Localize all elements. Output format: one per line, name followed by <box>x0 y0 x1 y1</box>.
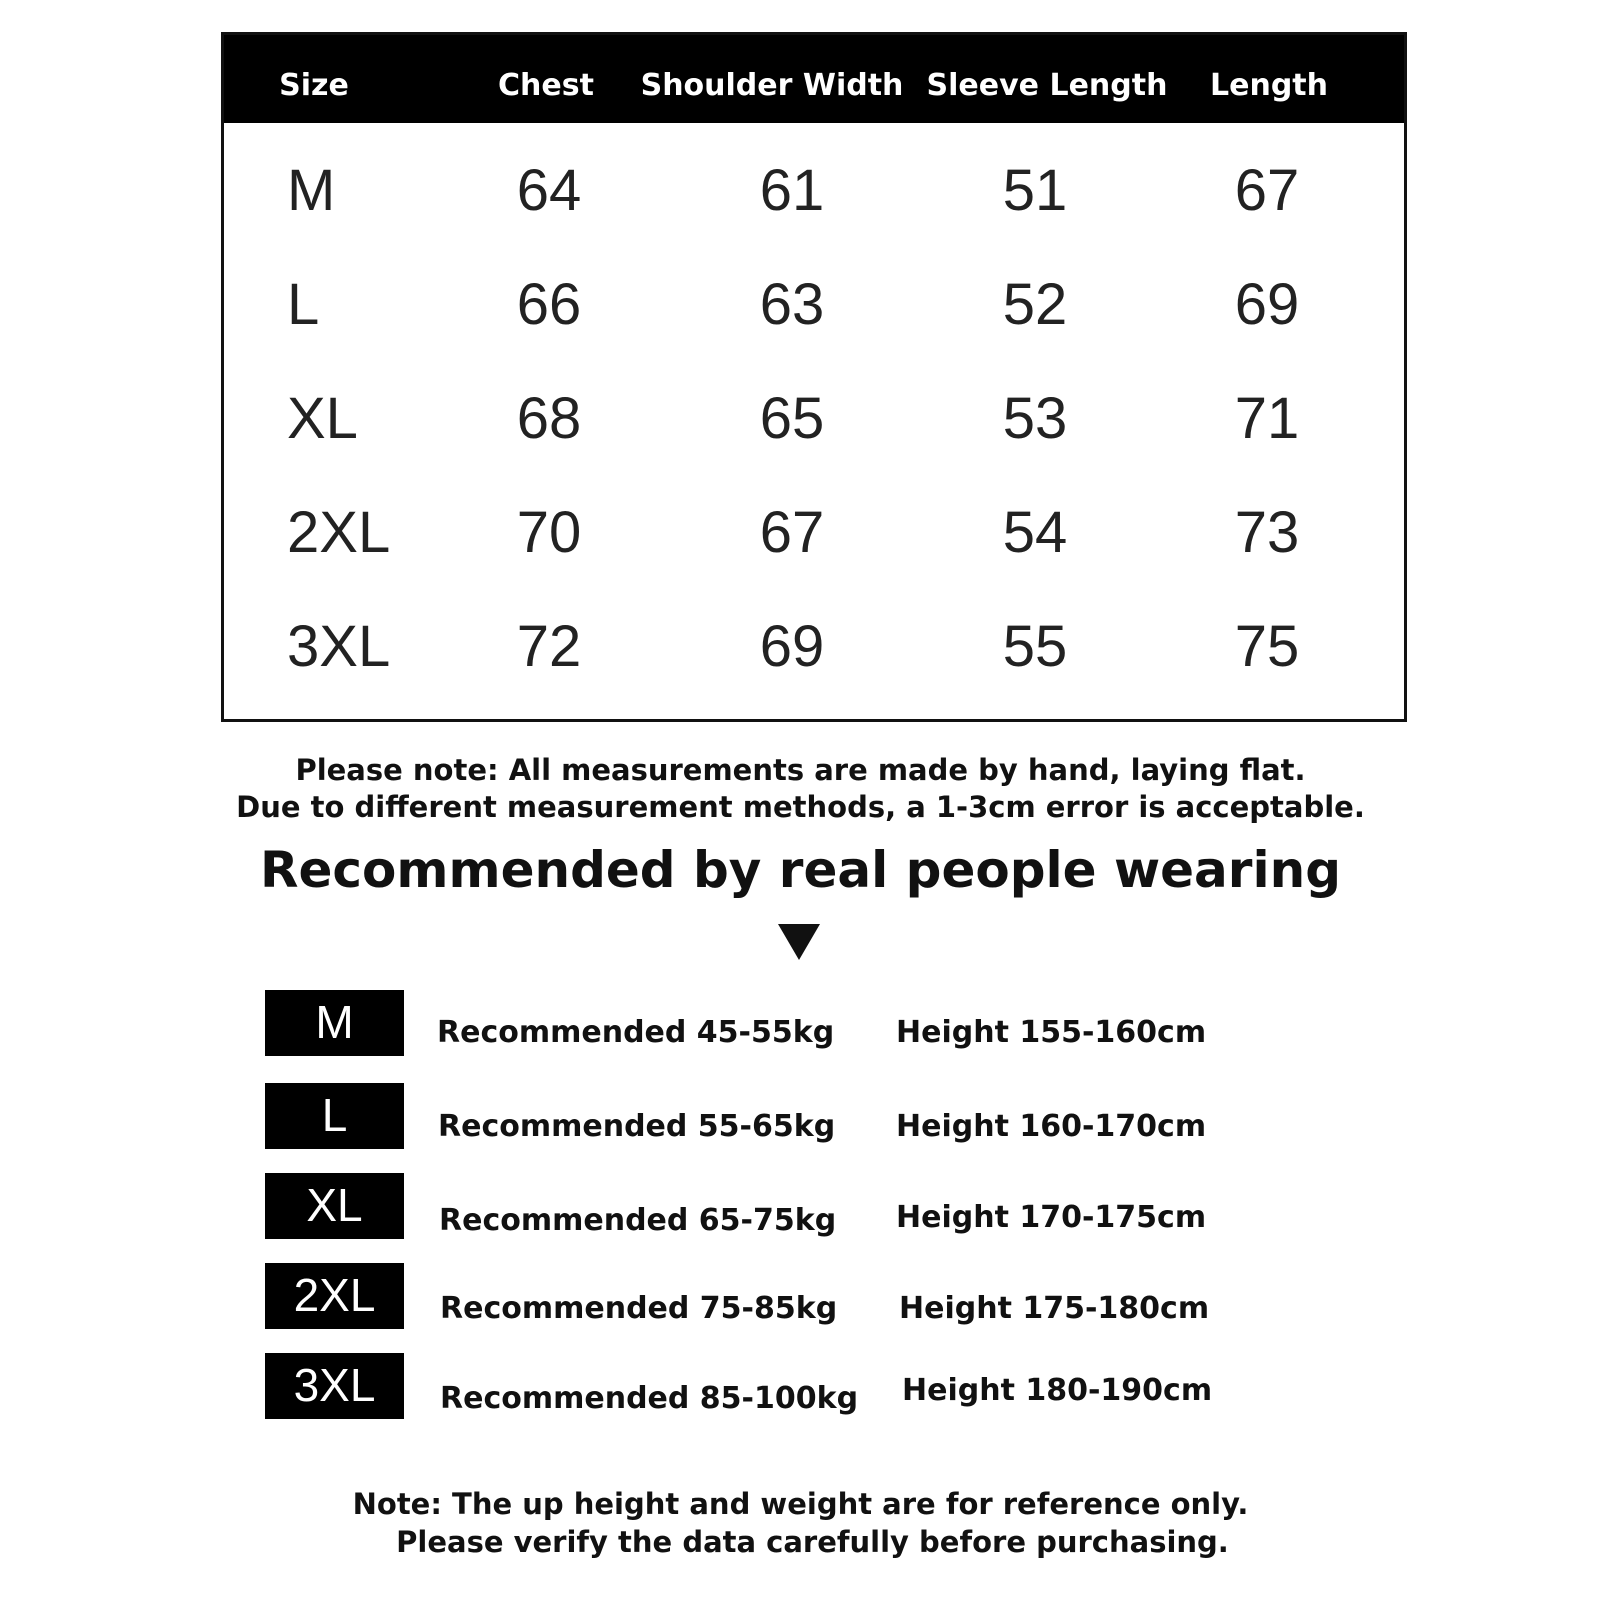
measurement-note-line-2: Due to different measurement methods, a 1-3cm error is acceptable. <box>236 790 1365 824</box>
cell-sleeve-length: 55 <box>1002 614 1068 679</box>
recommended-weight: Recommended 75-85kg <box>440 1291 838 1326</box>
recommended-height: Height 180-190cm <box>902 1373 1213 1408</box>
cell-length: 75 <box>1234 614 1300 679</box>
recommended-weight: Recommended 65-75kg <box>439 1203 837 1238</box>
header-sleeve-length: Sleeve Length <box>926 68 1168 103</box>
size-badge: M <box>265 990 404 1056</box>
cell-chest: 70 <box>516 500 582 565</box>
recommendation-row <box>0 1263 1601 1329</box>
measurement-note-line-1: Please note: All measurements are made by hand, laying flat. <box>295 753 1306 787</box>
recommendation-row <box>0 1173 1601 1239</box>
cell-shoulder-width: 63 <box>759 272 825 337</box>
table-header <box>224 35 1404 123</box>
cell-chest: 72 <box>516 614 582 679</box>
recommended-height: Height 175-180cm <box>899 1291 1210 1326</box>
recommended-height: Height 170-175cm <box>896 1200 1207 1235</box>
table-row <box>224 272 1404 337</box>
size-badge: 3XL <box>265 1353 404 1419</box>
cell-sleeve-length: 51 <box>1002 158 1068 223</box>
footer-note-line-2: Please verify the data carefully before purchasing. <box>396 1525 1229 1559</box>
size-badge: 2XL <box>265 1263 404 1329</box>
recommendation-title: Recommended by real people wearing <box>260 841 1341 899</box>
cell-size: L <box>287 272 320 337</box>
cell-chest: 66 <box>516 272 582 337</box>
recommended-weight: Recommended 55-65kg <box>438 1109 836 1144</box>
cell-length: 71 <box>1234 386 1300 451</box>
cell-shoulder-width: 69 <box>759 614 825 679</box>
recommendation-row <box>0 990 1601 1056</box>
cell-shoulder-width: 67 <box>759 500 825 565</box>
cell-size: XL <box>287 386 358 451</box>
table-row <box>224 500 1404 565</box>
cell-size: M <box>287 158 336 223</box>
table-row <box>224 158 1404 223</box>
recommended-weight: Recommended 85-100kg <box>440 1381 859 1416</box>
footer-note-line-1: Note: The up height and weight are for reference only. <box>352 1487 1249 1521</box>
recommended-height: Height 155-160cm <box>896 1015 1207 1050</box>
cell-chest: 64 <box>516 158 582 223</box>
cell-chest: 68 <box>516 386 582 451</box>
size-chart-table <box>221 32 1407 722</box>
cell-sleeve-length: 52 <box>1002 272 1068 337</box>
table-body <box>224 123 1404 719</box>
recommendation-row <box>0 1083 1601 1149</box>
header-shoulder-width: Shoulder Width <box>640 68 904 103</box>
cell-size: 3XL <box>287 614 391 679</box>
table-row <box>224 614 1404 679</box>
recommendation-row <box>0 1353 1601 1419</box>
recommended-height: Height 160-170cm <box>896 1109 1207 1144</box>
recommended-weight: Recommended 45-55kg <box>437 1015 835 1050</box>
header-size: Size <box>279 68 349 103</box>
cell-size: 2XL <box>287 500 391 565</box>
size-badge: XL <box>265 1173 404 1239</box>
cell-shoulder-width: 61 <box>759 158 825 223</box>
size-badge: L <box>265 1083 404 1149</box>
cell-sleeve-length: 54 <box>1002 500 1068 565</box>
cell-sleeve-length: 53 <box>1002 386 1068 451</box>
header-chest: Chest <box>498 68 594 103</box>
header-length: Length <box>1210 68 1328 103</box>
cell-length: 73 <box>1234 500 1300 565</box>
cell-length: 67 <box>1234 158 1300 223</box>
cell-shoulder-width: 65 <box>759 386 825 451</box>
cell-length: 69 <box>1234 272 1300 337</box>
down-triangle-icon <box>778 924 820 960</box>
table-row <box>224 386 1404 451</box>
